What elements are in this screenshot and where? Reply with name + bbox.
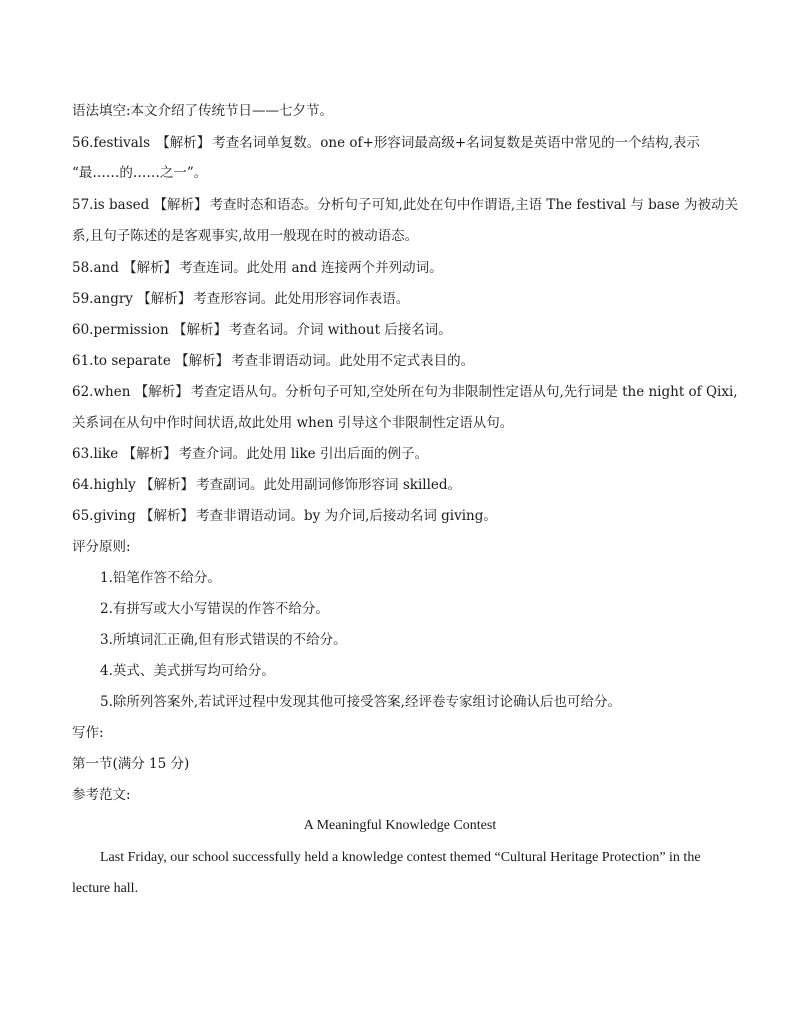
answer-58-word: 58.and <box>72 260 119 276</box>
section-intro: 语法填空:本文介绍了传统节日——七夕节。 <box>72 103 334 119</box>
answer-61-explanation: 考查非谓语动词。此处用不定式表目的。 <box>231 353 475 369</box>
answer-57-explanation: 考查时态和语态。分析句子可知,此处在句中作谓语,主语 The festival 与 base 为被动关 <box>209 197 739 213</box>
answer-56-explanation-cont: “最……的……之一”。 <box>72 165 208 181</box>
answer-56-tag: 【解析】 <box>156 135 211 151</box>
answer-61-word: 61.to separate <box>72 353 171 369</box>
scoring-rule-4: 4.英式、美式拼写均可给分。 <box>100 663 275 679</box>
scoring-rule-5: 5.除所列答案外,若试评过程中发现其他可接受答案,经评卷专家组讨论确认后也可给分。 <box>100 694 621 710</box>
answer-60-explanation: 考查名词。介词 without 后接名词。 <box>228 322 452 338</box>
essay-title: A Meaningful Knowledge Contest <box>303 818 497 833</box>
answer-65-explanation: 考查非谓语动词。by 为介词,后接动名词 giving。 <box>196 508 497 524</box>
scoring-rule-1: 1.铅笔作答不给分。 <box>100 570 221 586</box>
answer-60-tag: 【解析】 <box>172 322 227 338</box>
answer-57-word: 57.is based <box>72 197 150 213</box>
essay-paragraph-line-2: lecture hall. <box>72 881 139 896</box>
answer-62-word: 62.when <box>72 384 131 400</box>
answer-57 <box>72 196 739 214</box>
scoring-rule-3: 3.所填词汇正确,但有形式错误的不给分。 <box>100 632 347 648</box>
answer-64 <box>72 476 730 494</box>
answer-63 <box>72 445 730 463</box>
answer-56-word: 56.festivals <box>72 135 151 151</box>
answer-58 <box>72 259 730 277</box>
answer-65-tag: 【解析】 <box>140 508 195 524</box>
answer-63-explanation: 考查介词。此处用 like 引出后面的例子。 <box>178 446 428 462</box>
answer-60-word: 60.permission <box>72 322 169 338</box>
writing-heading: 写作: <box>72 725 104 741</box>
answer-58-tag: 【解析】 <box>123 260 178 276</box>
answer-62-explanation: 考查定语从句。分析句子可知,空处所在句为非限制性定语从句,先行词是 the night of Qixi, <box>190 384 738 400</box>
answer-62-explanation-cont: 关系词在从句中作时间状语,故此处用 when 引导这个非限制性定语从句。 <box>72 415 514 431</box>
answer-59-explanation: 考查形容词。此处用形容词作表语。 <box>193 291 410 307</box>
answer-63-tag: 【解析】 <box>122 446 177 462</box>
answer-65-word: 65.giving <box>72 508 136 524</box>
answer-62 <box>72 383 738 401</box>
answer-61 <box>72 352 730 370</box>
answer-64-explanation: 考查副词。此处用副词修饰形容词 skilled。 <box>196 477 462 493</box>
scoring-heading: 评分原则: <box>72 539 131 555</box>
answer-59-tag: 【解析】 <box>137 291 192 307</box>
answer-57-tag: 【解析】 <box>153 197 208 213</box>
answer-56-explanation: 考查名词单复数。one of+形容词最高级+名词复数是英语中常见的一个结构,表示 <box>212 135 700 151</box>
answer-65 <box>72 507 730 525</box>
answer-58-explanation: 考查连词。此处用 and 连接两个并列动词。 <box>179 260 443 276</box>
answer-61-tag: 【解析】 <box>175 353 230 369</box>
answer-64-word: 64.highly <box>72 477 136 493</box>
answer-64-tag: 【解析】 <box>140 477 195 493</box>
answer-59 <box>72 290 730 308</box>
answer-59-word: 59.angry <box>72 291 133 307</box>
answer-63-word: 63.like <box>72 446 119 462</box>
answer-62-tag: 【解析】 <box>134 384 189 400</box>
writing-section: 第一节(满分 15 分) <box>72 756 190 772</box>
answer-56 <box>72 134 730 152</box>
essay-paragraph-line-1: Last Friday, our school successfully held a knowledge contest themed “Cultural Heritage Protection” in the <box>100 850 701 865</box>
scoring-rule-2: 2.有拼写或大小写错误的作答不给分。 <box>100 601 329 617</box>
answer-60 <box>72 321 730 339</box>
sample-label: 参考范文: <box>72 787 131 803</box>
answer-57-explanation-cont: 系,且句子陈述的是客观事实,故用一般现在时的被动语态。 <box>72 228 419 244</box>
